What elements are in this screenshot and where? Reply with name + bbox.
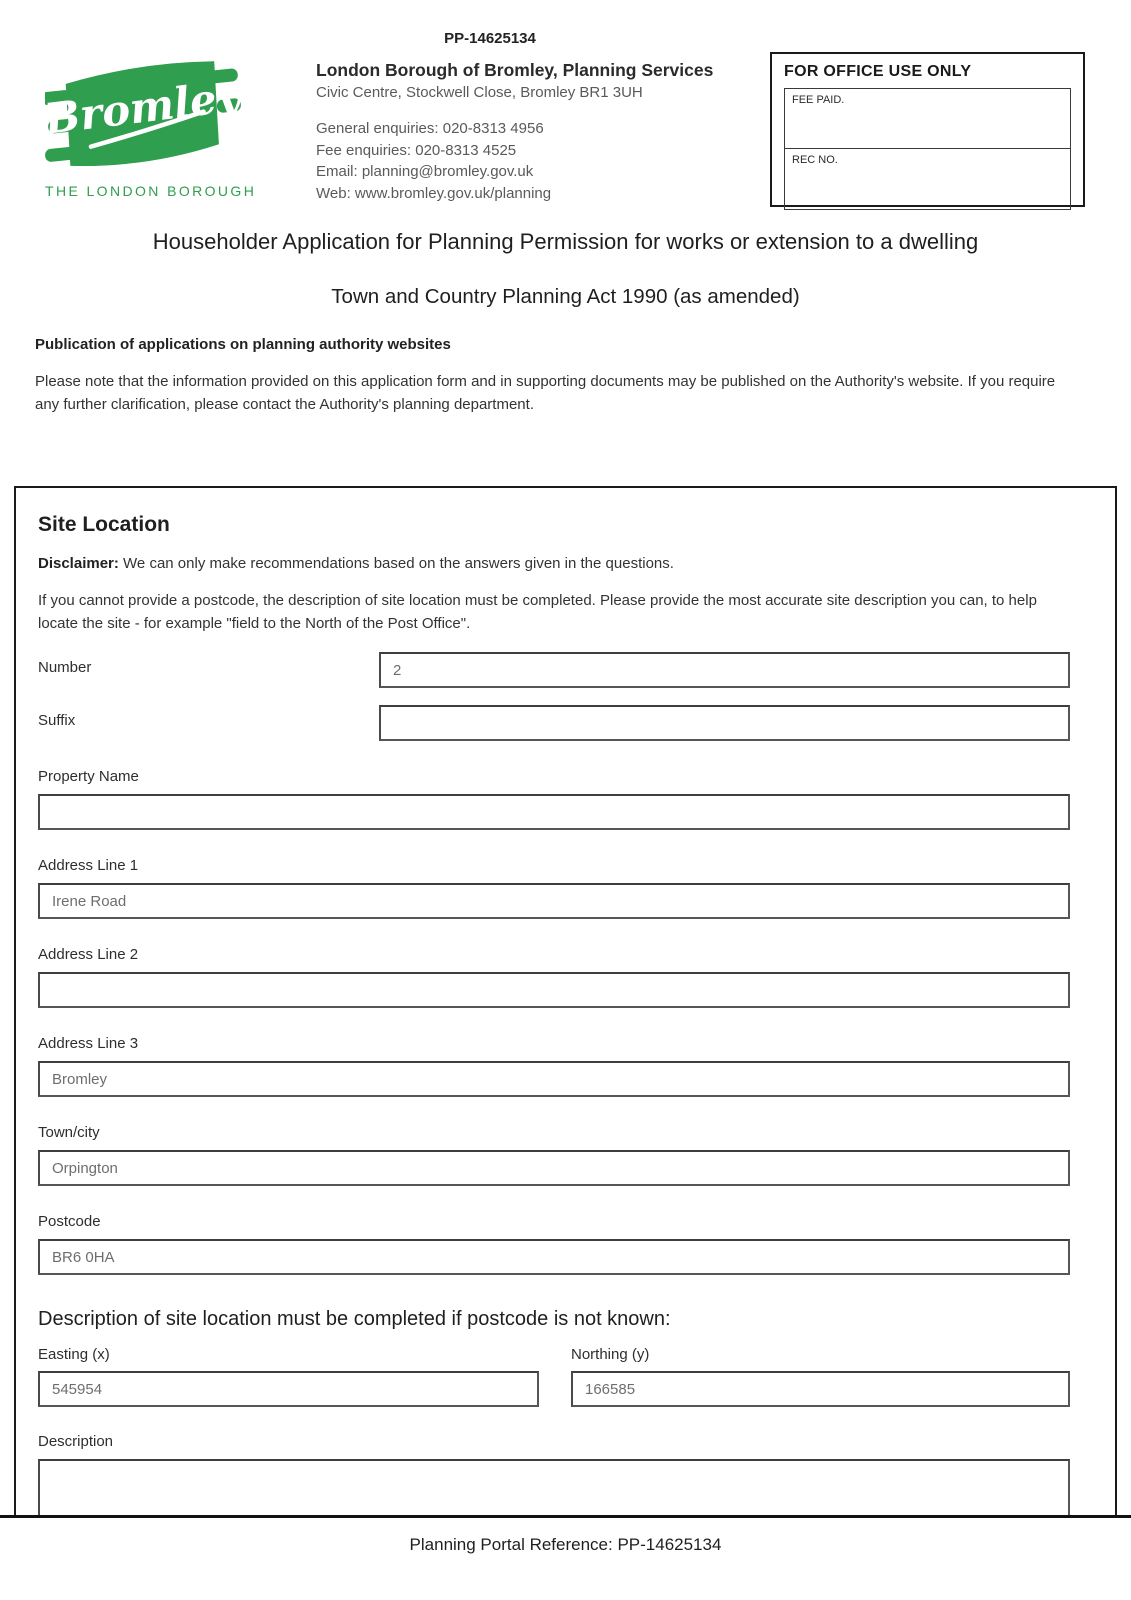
address-line-3-input[interactable] xyxy=(38,1061,1070,1097)
address-line-1-row xyxy=(38,857,1070,919)
address-line-1-label: Address Line 1 xyxy=(38,857,139,874)
address-line-3-label: Address Line 3 xyxy=(38,1035,139,1052)
coordinates-row xyxy=(38,1346,1070,1407)
fee-paid-cell: FEE PAID. xyxy=(785,89,1070,149)
web-contact: Web: www.bromley.gov.uk/planning xyxy=(316,184,552,202)
office-use-title: FOR OFFICE USE ONLY xyxy=(784,63,972,80)
form-title: Householder Application for Planning Permission for works or extension to a dwelling xyxy=(152,229,979,254)
suffix-label: Suffix xyxy=(38,712,76,729)
rec-no-cell: REC NO. xyxy=(792,154,838,166)
number-input[interactable] xyxy=(379,652,1070,688)
publication-body: Please note that the information provided on this application form and in supporting documents may be published on the Authority's website. If you require any further clarification, please contact the Authority's planning department. xyxy=(35,373,1056,413)
description-input[interactable] xyxy=(38,1459,1070,1515)
publication-heading: Publication of applications on planning authority websites xyxy=(35,336,451,353)
description-requirement-heading: Description of site location must be completed if postcode is not known: xyxy=(38,1308,671,1330)
postcode-row xyxy=(38,1213,1070,1275)
description-label: Description xyxy=(38,1433,114,1450)
address-line-3-row xyxy=(38,1035,1070,1097)
property-name-input[interactable] xyxy=(38,794,1070,830)
address-line-1-input[interactable] xyxy=(38,883,1070,919)
address-line-2-row xyxy=(38,946,1070,1008)
postcode-label: Postcode xyxy=(38,1213,101,1230)
office-use-box xyxy=(770,52,1085,207)
number-label: Number xyxy=(38,659,92,676)
town-city-input[interactable] xyxy=(38,1150,1070,1186)
form-header xyxy=(0,0,1131,215)
address-line-2-label: Address Line 2 xyxy=(38,946,139,963)
page-break-rule xyxy=(0,1515,1131,1518)
logo-wordmark: Bromley xyxy=(45,71,241,144)
disclaimer-label: Disclaimer: xyxy=(38,555,119,572)
site-location-section xyxy=(14,486,1117,1515)
authority-details xyxy=(316,60,746,204)
email-contact: Email: planning@bromley.gov.uk xyxy=(316,163,534,180)
act-title: Town and Country Planning Act 1990 (as amended) xyxy=(331,285,800,308)
northing-label: Northing (y) xyxy=(571,1346,650,1363)
suffix-input[interactable] xyxy=(379,705,1070,741)
suffix-row xyxy=(38,705,1070,741)
easting-input[interactable] xyxy=(38,1371,539,1407)
northing-input[interactable] xyxy=(571,1371,1070,1407)
logo-tagline: THE LONDON BOROUGH xyxy=(45,183,257,199)
planning-portal-reference: Planning Portal Reference: PP-14625134 xyxy=(409,1535,722,1554)
property-name-row xyxy=(38,768,1070,830)
postcode-input[interactable] xyxy=(38,1239,1070,1275)
easting-label: Easting (x) xyxy=(38,1346,110,1363)
town-city-label: Town/city xyxy=(38,1124,100,1141)
disclaimer-text: Disclaimer: We can only make recommendations based on the answers given in the questions. xyxy=(38,555,674,572)
general-enquiries: General enquiries: 020-8313 4956 xyxy=(316,120,544,137)
bromley-logo-icon xyxy=(45,56,241,174)
property-name-label: Property Name xyxy=(38,768,139,785)
application-reference: PP-14625134 xyxy=(444,30,536,47)
postcode-guidance: If you cannot provide a postcode, the description of site location must be completed. Please provide the most accurate site description you can, to help locate the site - for example "field to the North of the Post Office". xyxy=(38,592,1037,632)
address-line-2-input[interactable] xyxy=(38,972,1070,1008)
authority-name: London Borough of Bromley, Planning Services xyxy=(316,60,714,80)
town-city-row xyxy=(38,1124,1070,1186)
fee-enquiries: Fee enquiries: 020-8313 4525 xyxy=(316,141,517,159)
number-row xyxy=(38,652,1070,688)
description-row xyxy=(38,1433,1070,1515)
section-title: Site Location xyxy=(38,513,170,536)
authority-address: Civic Centre, Stockwell Close, Bromley BR1 3UH xyxy=(316,84,643,101)
bromley-logo xyxy=(45,56,257,199)
